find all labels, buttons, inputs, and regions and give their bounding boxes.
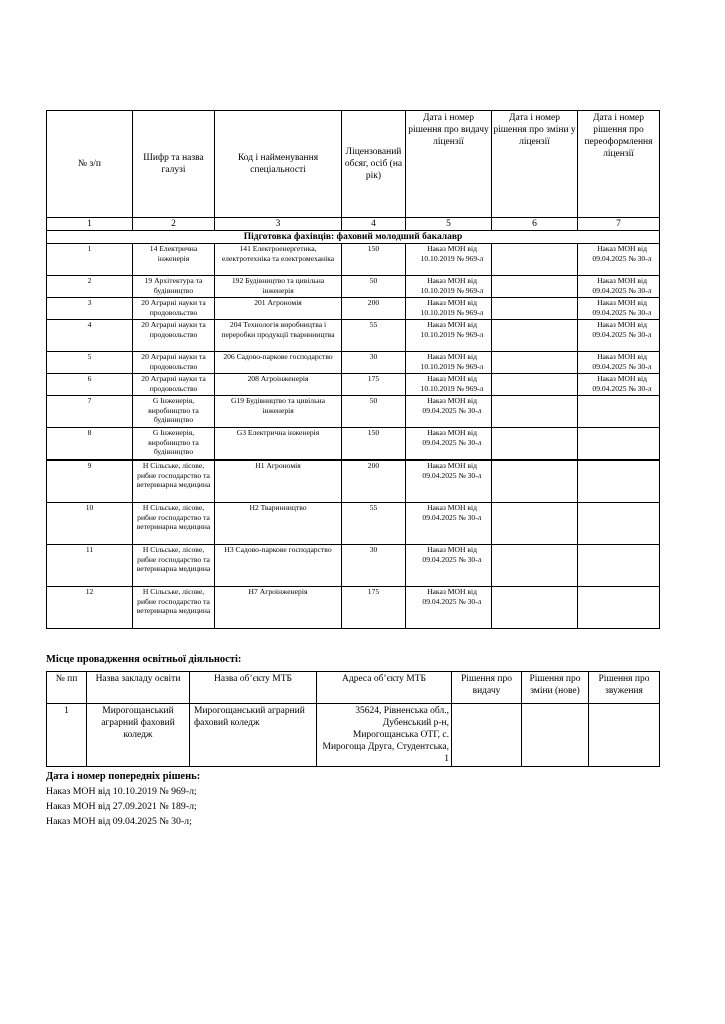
row-number: 2 <box>47 276 133 298</box>
row-branch: 20 Аграрні науки та продовольство <box>133 374 215 396</box>
row-specialty: 141 Електроенергетика, електротехніка та електромеханіка <box>215 244 342 276</box>
table-row <box>47 428 660 461</box>
row-issue-decision: Наказ МОН від 10.10.2019 № 969-л <box>406 244 492 276</box>
row-specialty: H1 Агрономія <box>215 460 342 503</box>
row-specialty: 208 Агроінженерія <box>215 374 342 396</box>
column-number: 4 <box>342 218 406 231</box>
row-branch: 20 Аграрні науки та продовольство <box>133 352 215 374</box>
row-volume: 30 <box>342 352 406 374</box>
row-issue-decision: Наказ МОН від 09.04.2025 № 30-л <box>406 545 492 587</box>
location-narrow <box>589 704 660 767</box>
row-branch: 20 Аграрні науки та продовольство <box>133 320 215 352</box>
table-row <box>47 244 660 276</box>
row-branch: H Сільське, лісове, рибне господарство та ветеринарна медицина <box>133 587 215 629</box>
row-change-decision <box>492 587 578 629</box>
row-specialty: H2 Тваринництво <box>215 503 342 545</box>
row-reissue-decision <box>578 428 660 461</box>
table-row <box>47 460 660 503</box>
table-body <box>47 218 660 629</box>
row-change-decision <box>492 545 578 587</box>
row-number: 12 <box>47 587 133 629</box>
row-branch: 14 Електрична інженерія <box>133 244 215 276</box>
row-issue-decision: Наказ МОН від 10.10.2019 № 969-л <box>406 374 492 396</box>
location-header-narrow: Рішення про звужения <box>589 672 660 704</box>
row-branch: 19 Архітектура та будівництво <box>133 276 215 298</box>
row-change-decision <box>492 320 578 352</box>
row-specialty: 204 Технологія виробництва і переробки продукції тваринництва <box>215 320 342 352</box>
header-branch: Шифр та назва галузі <box>133 111 215 218</box>
row-volume: 55 <box>342 320 406 352</box>
header-row <box>47 111 660 218</box>
table-row <box>47 545 660 587</box>
row-number: 11 <box>47 545 133 587</box>
row-change-decision <box>492 396 578 428</box>
row-change-decision <box>492 503 578 545</box>
row-specialty: H3 Садово-паркове господарство <box>215 545 342 587</box>
row-issue-decision: Наказ МОН від 09.04.2025 № 30-л <box>406 503 492 545</box>
row-volume: 200 <box>342 298 406 320</box>
location-address: 35624, Рівненська обл., Дубенський р-н, Мирогощанська ОТГ, с. Мирогоща Друга, Студентська, 1 <box>317 704 452 767</box>
row-number: 3 <box>47 298 133 320</box>
row-specialty: 201 Агрономія <box>215 298 342 320</box>
table-row <box>47 374 660 396</box>
row-change-decision <box>492 298 578 320</box>
header-specialty: Код і найменування спеціальності <box>215 111 342 218</box>
row-volume: 150 <box>342 428 406 461</box>
row-specialty: 192 Будівництво та цивільна інженерія <box>215 276 342 298</box>
row-reissue-decision <box>578 545 660 587</box>
row-branch: H Сільське, лісове, рибне господарство та ветеринарна медицина <box>133 460 215 503</box>
row-volume: 50 <box>342 276 406 298</box>
header-volume: Ліцензований обсяг, осіб (на рік) <box>342 111 406 218</box>
row-reissue-decision: Наказ МОН від 09.04.2025 № 30-л <box>578 276 660 298</box>
table-row <box>47 352 660 374</box>
row-reissue-decision <box>578 396 660 428</box>
row-issue-decision: Наказ МОН від 10.10.2019 № 969-л <box>406 320 492 352</box>
row-reissue-decision <box>578 460 660 503</box>
location-header-institution: Назва закладу освіти <box>87 672 190 704</box>
row-issue-decision: Наказ МОН від 10.10.2019 № 969-л <box>406 298 492 320</box>
row-specialty: G3 Електрична інженерія <box>215 428 342 461</box>
header-reissue: Дата і номер рішення про переоформлення ліцензії <box>578 111 660 218</box>
previous-decision: Наказ МОН від 10.10.2019 № 969-л; <box>46 786 197 797</box>
header-number: № з/п <box>47 111 133 218</box>
row-volume: 30 <box>342 545 406 587</box>
row-number: 8 <box>47 428 133 461</box>
header-issue: Дата і номер рішення про видачу ліцензії <box>406 111 492 218</box>
row-volume: 50 <box>342 396 406 428</box>
table-row <box>47 276 660 298</box>
row-specialty: H7 Агроінженерія <box>215 587 342 629</box>
row-issue-decision: Наказ МОН від 09.04.2025 № 30-л <box>406 428 492 461</box>
row-reissue-decision <box>578 587 660 629</box>
table-row <box>47 587 660 629</box>
row-number: 1 <box>47 244 133 276</box>
row-number: 10 <box>47 503 133 545</box>
location-number: 1 <box>47 704 87 767</box>
row-reissue-decision <box>578 503 660 545</box>
previous-decision: Наказ МОН від 27.09.2021 № 189-л; <box>46 801 197 812</box>
header-change: Дата і номер рішення про зміни у ліцензії <box>492 111 578 218</box>
row-branch: H Сільське, лісове, рибне господарство та ветеринарна медицина <box>133 545 215 587</box>
location-heading: Місце провадження освітньої діяльності: <box>46 654 242 665</box>
row-branch: G Інженерія, виробництво та будівництво <box>133 396 215 428</box>
row-volume: 200 <box>342 460 406 503</box>
row-change-decision <box>492 428 578 461</box>
row-number: 9 <box>47 460 133 503</box>
row-reissue-decision: Наказ МОН від 09.04.2025 № 30-л <box>578 298 660 320</box>
row-branch: G Інженерія, виробництво та будівництво <box>133 428 215 461</box>
row-change-decision <box>492 276 578 298</box>
row-branch: 20 Аграрні науки та продовольство <box>133 298 215 320</box>
row-change-decision <box>492 374 578 396</box>
row-branch: H Сільське, лісове, рибне господарство та ветеринарна медицина <box>133 503 215 545</box>
row-issue-decision: Наказ МОН від 09.04.2025 № 30-л <box>406 460 492 503</box>
row-specialty: G19 Будівництво та цивільна інженерія <box>215 396 342 428</box>
row-change-decision <box>492 352 578 374</box>
table-row <box>47 298 660 320</box>
location-table <box>46 671 660 767</box>
row-reissue-decision: Наказ МОН від 09.04.2025 № 30-л <box>578 352 660 374</box>
row-volume: 150 <box>342 244 406 276</box>
previous-decision: Наказ МОН від 09.04.2025 № 30-л; <box>46 816 192 827</box>
row-issue-decision: Наказ МОН від 09.04.2025 № 30-л <box>406 396 492 428</box>
row-specialty: 206 Садово-паркове господарство <box>215 352 342 374</box>
location-header-address: Адреса об’єкту МТБ <box>317 672 452 704</box>
location-issue <box>452 704 522 767</box>
location-header-issue: Рішення про видачу <box>452 672 522 704</box>
previous-heading: Дата і номер попередніх рішень: <box>46 771 201 782</box>
column-number: 3 <box>215 218 342 231</box>
column-numbers-row <box>47 218 660 231</box>
column-number: 7 <box>578 218 660 231</box>
location-header-object: Назва об’єкту МТБ <box>190 672 317 704</box>
row-issue-decision: Наказ МОН від 10.10.2019 № 969-л <box>406 276 492 298</box>
location-header-row <box>47 672 660 704</box>
row-number: 5 <box>47 352 133 374</box>
row-number: 6 <box>47 374 133 396</box>
row-number: 7 <box>47 396 133 428</box>
license-table <box>46 110 660 629</box>
location-institution: Мирогощанський аграрний фаховий коледж <box>87 704 190 767</box>
column-number: 5 <box>406 218 492 231</box>
row-issue-decision: Наказ МОН від 10.10.2019 № 969-л <box>406 352 492 374</box>
column-number: 2 <box>133 218 215 231</box>
row-number: 4 <box>47 320 133 352</box>
table-row <box>47 503 660 545</box>
row-issue-decision: Наказ МОН від 09.04.2025 № 30-л <box>406 587 492 629</box>
column-number: 1 <box>47 218 133 231</box>
row-volume: 175 <box>342 374 406 396</box>
row-reissue-decision: Наказ МОН від 09.04.2025 № 30-л <box>578 320 660 352</box>
row-volume: 55 <box>342 503 406 545</box>
row-change-decision <box>492 460 578 503</box>
row-change-decision <box>492 244 578 276</box>
table-row <box>47 320 660 352</box>
section-title: Підготовка фахівців: фаховий молодший бакалавр <box>47 231 660 244</box>
location-header-change: Рішення про зміни (нове) <box>522 672 589 704</box>
table-row <box>47 396 660 428</box>
location-object: Мирогощанський аграрний фаховий коледж <box>190 704 317 767</box>
row-reissue-decision: Наказ МОН від 09.04.2025 № 30-л <box>578 244 660 276</box>
location-row <box>47 704 660 767</box>
row-volume: 175 <box>342 587 406 629</box>
location-change <box>522 704 589 767</box>
section-row <box>47 231 660 244</box>
location-header-number: № пп <box>47 672 87 704</box>
row-reissue-decision: Наказ МОН від 09.04.2025 № 30-л <box>578 374 660 396</box>
column-number: 6 <box>492 218 578 231</box>
